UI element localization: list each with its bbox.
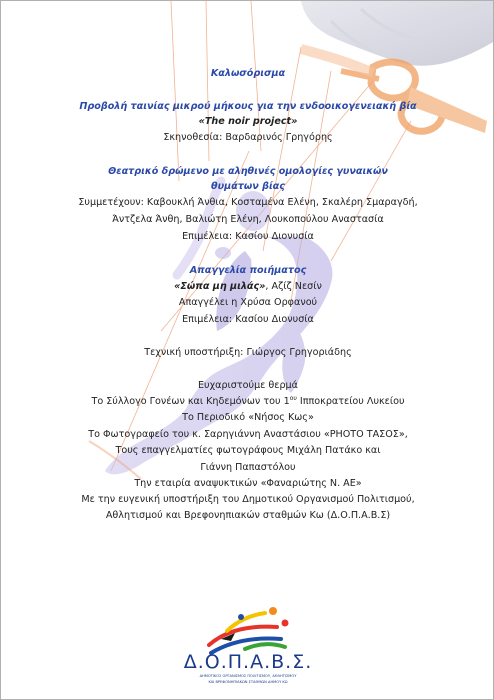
logo-subtitle-line-2: ΚΑΙ ΒΡΕΦΟΝΗΠΙΑΚΩΝ ΣΤΑΘΜΩΝ ΔΗΜΟΥ ΚΩ [208, 680, 288, 684]
thanks-line-2: Το Περιοδικό «Νήσος Κως» [182, 412, 314, 423]
logo-subtitle-line-1: ΔΗΜΟΤΙΚΟΣ ΟΡΓΑΝΙΣΜΟΣ ΠΟΛΙΤΙΣΜΟΥ, ΑΘΛΗΤΙΣΜΟΥ [199, 674, 297, 678]
thanks-line-4: Τους επαγγελματίες φωτογράφους Μιχάλη Πατάκο και [115, 445, 381, 456]
poem-supervision: Επιμέλεια: Κασίου Διονυσία [182, 314, 314, 325]
film-direction: Σκηνοθεσία: Βαρδαρινός Γρηγόρης [163, 132, 333, 143]
theatre-participants-line-1: Συμμετέχουν: Καβουκλή Άνθια, Κοσταμένα Ελένη, Σκαλέρη Σμαραγδή, [78, 197, 418, 208]
ordinal-superscript: ου [289, 395, 297, 402]
welcome-heading: Καλωσόρισμα [210, 68, 286, 79]
poem-title: «Σώπα μη μιλάς» [174, 281, 266, 292]
film-heading: Προβολή ταινίας μικρού μήκους για την ενδοοικογενειακή βία [79, 101, 417, 112]
theatre-participants-line-2: Άντζελα Άνθη, Βαλιώτη Ελένη, Λουκοπούλου Αναστασία [112, 214, 384, 225]
thanks-line-1: Το Σύλλογο Γονέων και Κηδεμόνων του $1^{o\upsilon}$ Ιπποκρατείου Λυκείου [91, 395, 405, 407]
poem-author: , Αζίζ Νεσίν [265, 281, 322, 292]
thanks-line-8: Αθλητισμού και Βρεφονηπιακών σταθμών Κω (Δ.Ο.Π.Α.Β.Σ) [105, 510, 391, 521]
tech-support: Τεχνική υποστήριξη: Γιώργος Γρηγοριάδης [144, 347, 352, 358]
theatre-heading-line-1: Θεατρικό δρώμενο με αληθινές ομολογίες γυναικών [108, 166, 388, 177]
dopabs-logo [181, 601, 315, 691]
logo-acronym: Δ.Ο.Π.Α.Β.Σ. [183, 651, 313, 673]
thanks-line-7: Με την ευγενική υποστήριξη του Δημοτικού Οργανισμού Πολιτισμού, [81, 494, 415, 505]
poem-title-line [1, 281, 494, 293]
thanks-heading: Ευχαριστούμε θερμά [197, 380, 298, 391]
poem-heading: Απαγγελία ποιήματος [189, 265, 307, 276]
film-title: «The noir project» [198, 116, 298, 127]
poem-reciter: Απαγγέλει η Χρύσα Ορφανού [178, 297, 318, 308]
thanks-line-6: Την εταιρία αναψυκτικών «Φαναριώτης Ν. ΑΕ» [134, 478, 362, 489]
thanks-line-3: Το Φωτογραφείο του κ. Σαρηγιάννη Αναστάσιου «PHOTO ΤΑΣΟΣ», [88, 429, 408, 440]
theatre-supervision: Επιμέλεια: Κασίου Διονυσία [182, 231, 314, 242]
thanks-line-5: Γιάννη Παπαστόλου [200, 462, 296, 473]
dopabs-logo-mark [181, 601, 315, 657]
theatre-heading-line-2: θυμάτων βίας [211, 181, 285, 192]
